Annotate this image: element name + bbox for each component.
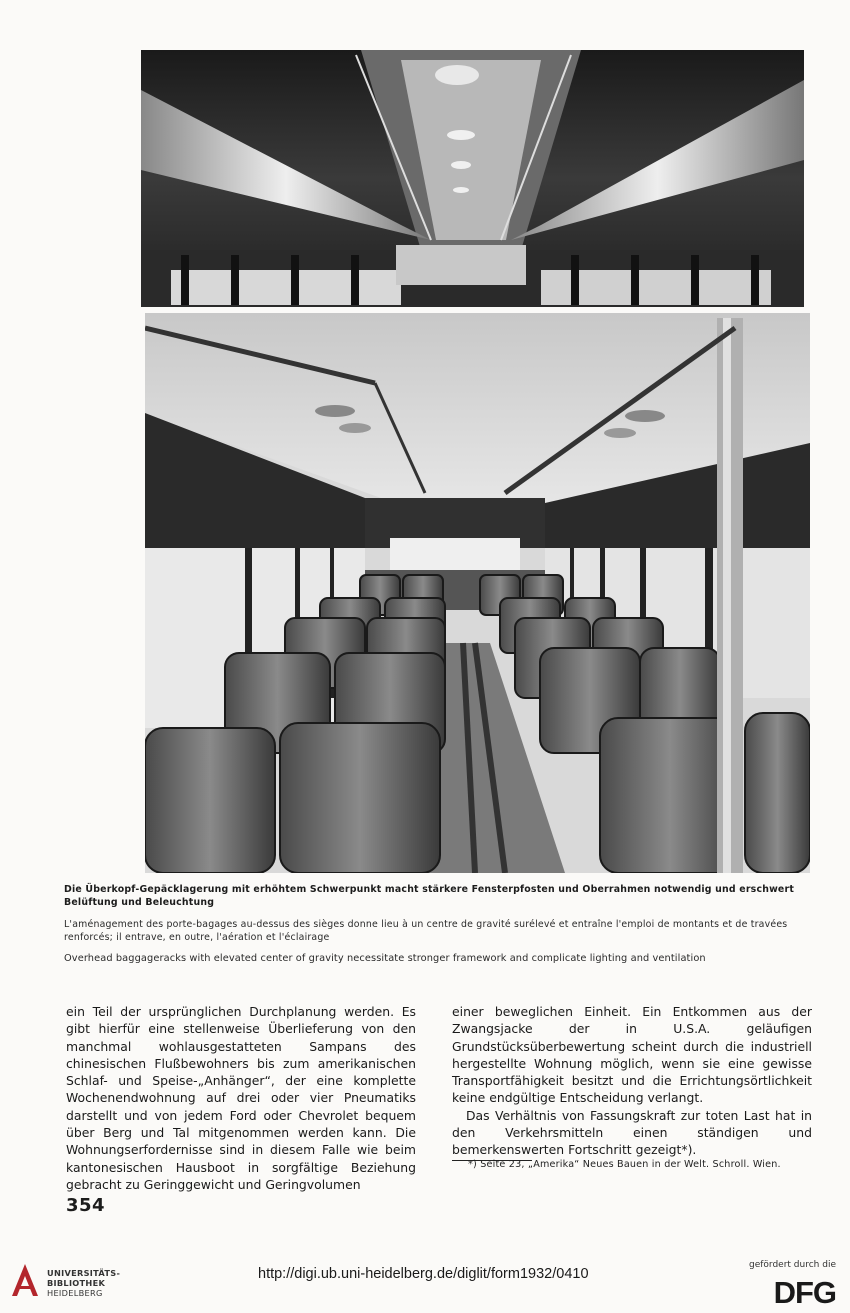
library-name-line1: UNIVERSITÄTS-	[47, 1268, 121, 1278]
dfg-logo: DFG	[773, 1275, 836, 1310]
body-right-paragraph-2: Das Verhältnis von Fassungskraft zur toten Last hat in den Verkehrsmitteln einen ständigen und bemerkenswerten Fortschritt gezeigt*).	[452, 1107, 812, 1158]
page-number: 354	[66, 1195, 106, 1216]
body-left-column	[66, 1003, 416, 1193]
footnote: *) Seite 23, „Amerika“ Neues Bauen in der Welt. Schroll. Wien.	[468, 1159, 781, 1170]
caption-german: Die Überkopf-Gepäcklagerung mit erhöhtem Schwerpunkt macht stärkere Fensterpfosten und Oberrahmen notwendig und erschwert Belüftung und Beleuchtung	[64, 884, 794, 908]
body-right-column	[452, 1003, 812, 1159]
body-right-paragraph-1: einer beweglichen Einheit. Ein Entkommen aus der Zwangsjacke der in U.S.A. geläufigen Grundstücksüberbewertung scheint durch die industriell hergestellte Wohnung möglich, wenn sie eine gewisse Transportfähigkeit besitzt und die Errichtungsörtlichkeit keine endgültige Entscheidung verlangt.	[452, 1004, 812, 1106]
photo-bus-interior	[145, 313, 810, 873]
body-left-paragraph: ein Teil der ursprünglichen Durchplanung werden. Es gibt hierfür eine stellenweise Überlieferung von den manchmal wohlausgestatteten Sampans des chinesischen Flußbewohners bis zum amerikanischen Schlaf- und Speise-„Anhänger“, der eine komplette Wochenendwohnung auf drei oder vier Pneumatiks darstellt und von jedem Ford oder Chevrolet bequem über Berg und Tal mitgenommen werden kann. Die Wohnungserfordernisse sind in diesem Falle wie beim kantonesischen Hausboot in sorgfältige Beziehung gebracht zu Geringgewicht und Geringvolumen	[66, 1004, 416, 1192]
library-name-line3: HEIDELBERG	[47, 1288, 103, 1298]
library-name-line2: BIBLIOTHEK	[47, 1278, 106, 1288]
library-name	[47, 1268, 120, 1298]
photo-overhead-racks	[141, 50, 804, 307]
sponsor-label: gefördert durch die	[749, 1260, 836, 1270]
source-url-link[interactable]: http://digi.ub.uni-heidelberg.de/diglit/form1932/0410	[258, 1266, 589, 1282]
university-library-logo-icon	[10, 1262, 40, 1298]
caption-french: L'aménagement des porte-bagages au-dessus des sièges donne lieu à un centre de gravité surélevé et entraîne l'emploi de montants et de travées renforcés; il entrave, en outre, l'aération et l'éclairage	[64, 919, 788, 943]
footer	[0, 1248, 850, 1313]
caption-english: Overhead baggageracks with elevated center of gravity necessitate stronger framework and complicate lighting and ventilation	[64, 953, 706, 964]
